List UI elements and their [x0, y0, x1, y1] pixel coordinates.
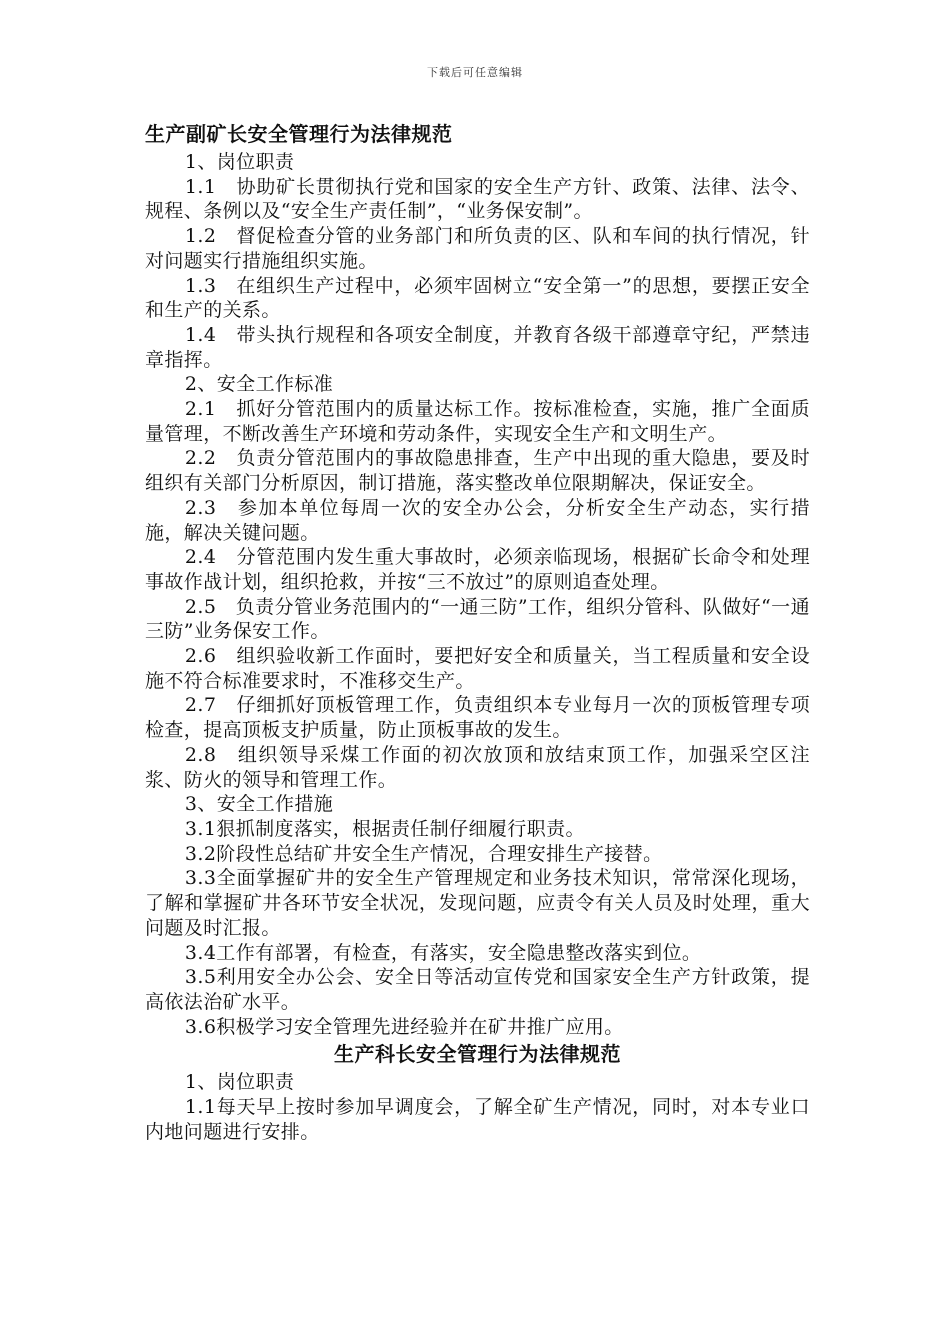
- clause-paragraph: 2.3 参加本单位每周一次的安全办公会，分析安全生产动态，实行措施，解决关键问题。: [145, 496, 810, 544]
- section-heading: 2、安全工作标准: [184, 373, 334, 396]
- clause-paragraph: 3.2阶段性总结矿井安全生产情况，合理安排生产接替。: [184, 842, 663, 865]
- document-body: [145, 119, 810, 1144]
- clause-paragraph: 1.2 督促检查分管的业务部门和所负责的区、队和车间的执行情况，针对问题实行措施组织实施。: [145, 225, 810, 272]
- section-heading: 1、岗位职责: [184, 1071, 295, 1094]
- clause-paragraph: 1.1每天早上按时参加早调度会，了解全矿生产情况，同时，对本专业口内地问题进行安排。: [145, 1096, 810, 1143]
- clause-paragraph: 3.1狠抓制度落实，根据责任制仔细履行职责。: [184, 817, 585, 840]
- clause-paragraph: 2.8 组织领导采煤工作面的初次放顶和放结束顶工作，加强采空区注浆、防火的领导和管理工作。: [145, 743, 810, 791]
- clause-paragraph: 2.1 抓好分管范围内的质量达标工作。按标准检查，实施，推广全面质量管理，不断改善生产环境和劳动条件，实现安全生产和文明生产。: [145, 398, 810, 445]
- clause-paragraph: 2.7 仔细抓好顶板管理工作，负责组织本专业每月一次的顶板管理专项检查，提高顶板支护质量，防止顶板事故的发生。: [145, 694, 810, 742]
- section-heading: 3、安全工作措施: [184, 793, 334, 816]
- clause-paragraph: 3.6积极学习安全管理先进经验并在矿井推广应用。: [184, 1015, 624, 1038]
- clause-paragraph: 2.4 分管范围内发生重大事故时，必须亲临现场，根据矿长命令和处理事故作战计划，组织抢救，并按“三不放过”的原则追查处理。: [145, 546, 810, 593]
- clause-paragraph: 1.3 在组织生产过程中，必须牢固树立“安全第一”的思想，要摆正安全和生产的关系。: [145, 274, 810, 322]
- section-content-deputy-mine-manager: [145, 150, 810, 1039]
- clause-paragraph: 1.1 协助矿长贯彻执行党和国家的安全生产方针、政策、法律、法令、规程、条例以及“安全生产责任制”，“业务保安制”。: [145, 175, 810, 223]
- section-content-production-chief: [145, 1070, 810, 1144]
- section-title-production-chief: 生产科长安全管理行为法律规范: [334, 1042, 621, 1067]
- clause-paragraph: 3.3全面掌握矿井的安全生产管理规定和业务技术知识，常常深化现场，了解和掌握矿井各环节安全状况，发现问题，应责令有关人员及时处理，重大问题及时汇报。: [145, 867, 810, 939]
- header-note: 下载后可任意编辑: [427, 66, 523, 79]
- section-heading: 1、岗位职责: [184, 151, 295, 173]
- clause-paragraph: 3.5利用安全办公会、安全日等活动宣传党和国家安全生产方针政策，提高依法治矿水平。: [145, 966, 810, 1013]
- clause-paragraph: 1.4 带头执行规程和各项安全制度，并教育各级干部遵章守纪，严禁违章指挥。: [145, 323, 810, 371]
- clause-paragraph: 2.5 负责分管业务范围内的“一通三防”工作，组织分管科、队做好“一通三防”业务保安工作。: [145, 595, 810, 643]
- clause-paragraph: 3.4工作有部署，有检查，有落实，安全隐患整改落实到位。: [184, 941, 702, 964]
- section-title-deputy-mine-manager: 生产副矿长安全管理行为法律规范: [145, 122, 453, 146]
- clause-paragraph: 2.2 负责分管范围内的事故隐患排查，生产中出现的重大隐患，要及时组织有关部门分析原因，制订措施，落实整改单位限期解决，保证安全。: [145, 447, 810, 495]
- clause-paragraph: 2.6 组织验收新工作面时，要把好安全和质量关，当工程质量和安全设施不符合标准要求时，不准移交生产。: [145, 645, 810, 692]
